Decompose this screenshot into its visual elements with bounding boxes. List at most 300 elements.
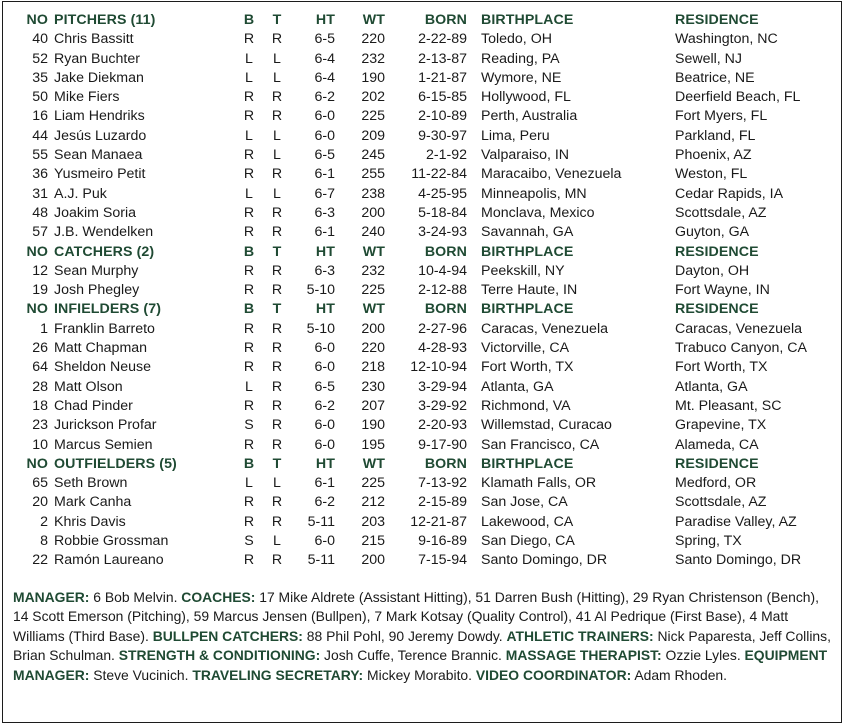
column-header-no: NO bbox=[26, 301, 48, 318]
player-born: 10-4-94 bbox=[418, 262, 467, 279]
player-t: L bbox=[273, 127, 281, 144]
player-residence: Cedar Rapids, IA bbox=[675, 185, 784, 202]
player-birthplace: Monclava, Mexico bbox=[481, 204, 595, 221]
player-residence: Grapevine, TX bbox=[675, 417, 767, 434]
staff-label: MASSAGE THERAPIST: bbox=[505, 647, 662, 664]
staff-text: Ozzie Lyles. bbox=[661, 647, 745, 664]
player-born: 12-21-87 bbox=[410, 513, 467, 530]
column-header-ht: HT bbox=[315, 455, 335, 472]
player-born: 2-15-89 bbox=[418, 494, 467, 511]
player-row bbox=[11, 185, 807, 204]
player-name: Matt Chapman bbox=[54, 340, 148, 357]
section-title: OUTFIELDERS (5) bbox=[54, 455, 177, 472]
staff-text: 17 Mike Aldrete (Assistant Hitting), 51 Darren Bush (Hitting), 29 Ryan Christenson (Bench), 14 Scott Emerson (Pitching), 59 Marcus Jensen (Bullpen), 7 Mark Kotsay (Quality Control), 41 Al Pedrique (First Base), 4 Matt Williams (Third Base). bbox=[13, 589, 819, 644]
player-wt: 200 bbox=[361, 552, 385, 569]
player-ht: 5-11 bbox=[307, 552, 335, 569]
player-wt: 190 bbox=[361, 69, 385, 86]
player-ht: 6-1 bbox=[314, 166, 335, 183]
player-row bbox=[11, 204, 807, 223]
player-birthplace: Maracaibo, Venezuela bbox=[481, 166, 622, 183]
column-header-born: BORN bbox=[424, 301, 467, 318]
player-no: 19 bbox=[32, 282, 48, 299]
player-wt: 190 bbox=[361, 417, 385, 434]
player-ht: 6-0 bbox=[314, 436, 335, 453]
staff-label: EQUIPMENT MANAGER: bbox=[13, 647, 828, 683]
player-row bbox=[11, 30, 807, 49]
player-t: R bbox=[271, 108, 283, 125]
player-name: Liam Hendriks bbox=[54, 108, 145, 125]
player-name: Ramón Laureano bbox=[54, 552, 164, 569]
staff-label: BULLPEN CATCHERS: bbox=[152, 627, 303, 644]
player-ht: 6-4 bbox=[314, 69, 335, 86]
player-no: 22 bbox=[32, 552, 48, 569]
player-birthplace: Perth, Australia bbox=[481, 108, 578, 125]
player-residence: Medford, OR bbox=[675, 475, 757, 492]
staff-label: COACHES: bbox=[181, 589, 256, 605]
staff-paragraph bbox=[13, 588, 837, 685]
player-name: Sean Murphy bbox=[54, 262, 139, 279]
player-t: L bbox=[273, 147, 281, 164]
player-row bbox=[11, 513, 807, 532]
section-title: PITCHERS (11) bbox=[54, 12, 156, 28]
player-ht: 6-5 bbox=[314, 31, 335, 48]
player-residence: Trabuco Canyon, CA bbox=[675, 340, 807, 357]
player-ht: 6-2 bbox=[314, 397, 335, 414]
player-b: L bbox=[245, 185, 253, 202]
player-birthplace: Peekskill, NY bbox=[481, 262, 565, 279]
column-header-birthplace: BIRTHPLACE bbox=[481, 301, 574, 318]
player-born: 2-1-92 bbox=[425, 147, 467, 164]
player-residence: Phoenix, AZ bbox=[675, 147, 752, 164]
player-no: 2 bbox=[40, 513, 48, 530]
player-birthplace: Atlanta, GA bbox=[481, 378, 554, 395]
player-row bbox=[11, 339, 807, 358]
player-wt: 220 bbox=[361, 31, 385, 48]
player-name: Marcus Semien bbox=[54, 436, 153, 453]
column-header-t: T bbox=[272, 301, 282, 318]
player-no: 1 bbox=[40, 320, 48, 337]
staff-text: Josh Cuffe, Terence Brannic. bbox=[320, 647, 506, 664]
player-ht: 6-0 bbox=[314, 127, 335, 144]
column-header-t: T bbox=[272, 455, 282, 472]
player-t: L bbox=[273, 185, 281, 202]
player-residence: Scottsdale, AZ bbox=[675, 494, 767, 511]
column-header-no: NO bbox=[26, 243, 48, 260]
player-no: 18 bbox=[32, 397, 48, 414]
player-born: 12-10-94 bbox=[410, 359, 467, 376]
player-name: Franklin Barreto bbox=[54, 320, 155, 337]
player-born: 2-20-93 bbox=[418, 417, 467, 434]
player-birthplace: Victorville, CA bbox=[481, 340, 570, 357]
column-header-born: BORN bbox=[424, 243, 467, 260]
player-wt: 245 bbox=[361, 147, 385, 164]
column-header-residence: RESIDENCE bbox=[675, 301, 759, 318]
player-no: 8 bbox=[40, 533, 48, 550]
player-t: R bbox=[271, 417, 283, 434]
player-ht: 6-2 bbox=[314, 89, 335, 106]
player-row bbox=[11, 262, 807, 281]
player-t: R bbox=[271, 378, 283, 395]
player-no: 23 bbox=[32, 417, 48, 434]
player-b: S bbox=[244, 533, 254, 550]
player-residence: Caracas, Venezuela bbox=[675, 320, 802, 337]
player-ht: 5-10 bbox=[306, 320, 335, 337]
player-row bbox=[11, 551, 807, 570]
player-ht: 6-0 bbox=[314, 417, 335, 434]
player-wt: 200 bbox=[361, 320, 385, 337]
player-t: R bbox=[271, 552, 283, 569]
staff-label: STRENGTH & CONDITIONING: bbox=[118, 647, 321, 664]
player-born: 4-28-93 bbox=[418, 340, 467, 357]
player-residence: Parkland, FL bbox=[675, 127, 756, 144]
player-residence: Beatrice, NE bbox=[675, 69, 755, 86]
player-birthplace: San Francisco, CA bbox=[481, 436, 600, 453]
player-b: R bbox=[243, 147, 255, 164]
section-header bbox=[11, 455, 807, 474]
player-residence: Dayton, OH bbox=[675, 262, 750, 279]
staff-label: ATHLETIC TRAINERS: bbox=[506, 627, 654, 644]
player-b: L bbox=[245, 50, 253, 67]
player-name: A.J. Puk bbox=[54, 185, 107, 202]
player-ht: 6-5 bbox=[314, 147, 335, 164]
player-t: R bbox=[271, 436, 283, 453]
player-wt: 200 bbox=[361, 204, 385, 221]
column-header-b: B bbox=[243, 243, 255, 260]
player-t: L bbox=[273, 475, 281, 492]
staff-text: Mickey Morabito. bbox=[363, 666, 476, 683]
player-ht: 6-5 bbox=[314, 378, 335, 395]
player-b: R bbox=[243, 204, 255, 221]
player-b: L bbox=[245, 378, 253, 395]
player-b: L bbox=[245, 69, 253, 86]
player-b: L bbox=[245, 475, 253, 492]
player-b: R bbox=[243, 436, 255, 453]
column-header-birthplace: BIRTHPLACE bbox=[481, 243, 574, 260]
player-name: Chad Pinder bbox=[54, 397, 133, 414]
player-ht: 6-0 bbox=[314, 359, 335, 376]
player-born: 3-29-94 bbox=[418, 378, 467, 395]
player-wt: 220 bbox=[361, 340, 385, 357]
column-header-wt: WT bbox=[362, 455, 385, 472]
staff-text: 88 Phil Pohl, 90 Jeremy Dowdy. bbox=[302, 627, 507, 644]
player-born: 6-15-85 bbox=[418, 89, 467, 106]
player-birthplace: Lakewood, CA bbox=[481, 513, 574, 530]
column-header-born: BORN bbox=[424, 455, 467, 472]
player-ht: 6-0 bbox=[314, 533, 335, 550]
player-name: Josh Phegley bbox=[54, 282, 140, 299]
player-b: R bbox=[243, 108, 255, 125]
player-b: R bbox=[243, 320, 255, 337]
section-header bbox=[11, 11, 807, 30]
player-b: S bbox=[244, 417, 254, 434]
player-ht: 6-7 bbox=[314, 185, 335, 202]
player-birthplace: Hollywood, FL bbox=[481, 89, 571, 106]
column-header-ht: HT bbox=[315, 301, 335, 318]
player-born: 9-17-90 bbox=[418, 436, 467, 453]
player-birthplace: Willemstad, Curacao bbox=[481, 417, 612, 434]
player-residence: Atlanta, GA bbox=[675, 378, 748, 395]
column-header-b: B bbox=[243, 455, 255, 472]
player-name: Matt Olson bbox=[54, 378, 123, 395]
column-header-wt: WT bbox=[362, 301, 385, 318]
player-row bbox=[11, 532, 807, 551]
player-t: R bbox=[271, 262, 283, 279]
player-birthplace: Reading, PA bbox=[481, 50, 560, 67]
player-b: R bbox=[243, 513, 255, 530]
player-row bbox=[11, 127, 807, 146]
roster-frame bbox=[2, 1, 842, 723]
column-header-b: B bbox=[243, 12, 255, 28]
player-born: 9-16-89 bbox=[418, 533, 467, 550]
player-no: 12 bbox=[32, 262, 48, 279]
column-header-born: BORN bbox=[424, 12, 467, 28]
player-birthplace: Santo Domingo, DR bbox=[481, 552, 608, 569]
player-no: 10 bbox=[32, 436, 48, 453]
player-t: R bbox=[271, 31, 283, 48]
player-no: 65 bbox=[32, 475, 48, 492]
player-birthplace: Lima, Peru bbox=[481, 127, 550, 144]
player-b: R bbox=[243, 282, 255, 299]
player-row bbox=[11, 397, 807, 416]
player-b: R bbox=[243, 340, 255, 357]
player-row bbox=[11, 436, 807, 455]
player-wt: 203 bbox=[361, 513, 385, 530]
player-born: 2-27-96 bbox=[418, 320, 467, 337]
player-ht: 6-4 bbox=[314, 50, 335, 67]
player-row bbox=[11, 416, 807, 435]
staff-text: Adam Rhoden. bbox=[631, 666, 728, 683]
player-wt: 212 bbox=[361, 494, 385, 511]
player-t: R bbox=[271, 320, 283, 337]
player-no: 28 bbox=[32, 378, 48, 395]
player-birthplace: Terre Haute, IN bbox=[481, 282, 578, 299]
player-residence: Mt. Pleasant, SC bbox=[675, 397, 782, 414]
player-ht: 6-3 bbox=[314, 262, 335, 279]
player-birthplace: Savannah, GA bbox=[481, 224, 574, 241]
player-name: Sean Manaea bbox=[54, 147, 143, 164]
player-wt: 215 bbox=[361, 533, 385, 550]
player-t: R bbox=[271, 204, 283, 221]
player-no: 48 bbox=[32, 204, 48, 221]
player-residence: Weston, FL bbox=[675, 166, 748, 183]
player-t: R bbox=[271, 224, 283, 241]
player-born: 1-21-87 bbox=[418, 69, 467, 86]
player-t: L bbox=[273, 69, 281, 86]
player-birthplace: Toledo, OH bbox=[481, 31, 552, 48]
player-wt: 225 bbox=[361, 108, 385, 125]
section-header bbox=[11, 300, 807, 319]
staff-label: VIDEO COORDINATOR: bbox=[475, 666, 632, 683]
player-ht: 5-11 bbox=[307, 513, 335, 530]
player-b: R bbox=[243, 494, 255, 511]
player-row bbox=[11, 88, 807, 107]
player-no: 36 bbox=[32, 166, 48, 183]
player-name: Joakim Soria bbox=[54, 204, 137, 221]
player-name: Khris Davis bbox=[54, 513, 126, 530]
player-b: L bbox=[245, 127, 253, 144]
player-born: 3-24-93 bbox=[418, 224, 467, 241]
player-born: 2-13-87 bbox=[418, 50, 467, 67]
section-header bbox=[11, 243, 807, 262]
column-header-t: T bbox=[272, 12, 282, 28]
player-born: 9-30-97 bbox=[418, 127, 467, 144]
player-born: 4-25-95 bbox=[418, 185, 467, 202]
player-row bbox=[11, 146, 807, 165]
column-header-birthplace: BIRTHPLACE bbox=[481, 455, 574, 472]
player-wt: 209 bbox=[361, 127, 385, 144]
player-no: 57 bbox=[32, 224, 48, 241]
player-wt: 238 bbox=[361, 185, 385, 202]
player-row bbox=[11, 358, 807, 377]
player-name: Ryan Buchter bbox=[54, 50, 140, 67]
player-residence: Alameda, CA bbox=[675, 436, 759, 453]
player-t: R bbox=[271, 513, 283, 530]
column-header-residence: RESIDENCE bbox=[675, 243, 759, 260]
player-ht: 6-0 bbox=[314, 108, 335, 125]
player-birthplace: Klamath Falls, OR bbox=[481, 475, 597, 492]
column-header-wt: WT bbox=[362, 12, 385, 28]
player-born: 3-29-92 bbox=[418, 397, 467, 414]
player-no: 50 bbox=[32, 89, 48, 106]
player-name: Jesús Luzardo bbox=[54, 127, 147, 144]
staff-text: Steve Vucinich. bbox=[89, 666, 193, 683]
player-born: 2-10-89 bbox=[418, 108, 467, 125]
player-no: 35 bbox=[32, 69, 48, 86]
player-b: R bbox=[243, 359, 255, 376]
player-birthplace: Caracas, Venezuela bbox=[481, 320, 608, 337]
staff-label: TRAVELING SECRETARY: bbox=[192, 666, 364, 683]
player-row bbox=[11, 69, 807, 88]
player-row bbox=[11, 378, 807, 397]
player-wt: 230 bbox=[361, 378, 385, 395]
player-born: 7-13-92 bbox=[418, 475, 467, 492]
column-header-ht: HT bbox=[315, 12, 335, 28]
player-no: 20 bbox=[32, 494, 48, 511]
player-birthplace: Fort Worth, TX bbox=[481, 359, 574, 376]
column-header-residence: RESIDENCE bbox=[675, 12, 759, 28]
player-name: Mike Fiers bbox=[54, 89, 120, 106]
column-header-no: NO bbox=[26, 12, 48, 28]
column-header-birthplace: BIRTHPLACE bbox=[481, 12, 574, 28]
section-title: INFIELDERS (7) bbox=[54, 301, 162, 318]
player-t: R bbox=[271, 89, 283, 106]
player-no: 52 bbox=[32, 50, 48, 67]
player-b: R bbox=[243, 262, 255, 279]
player-birthplace: Richmond, VA bbox=[481, 397, 571, 414]
player-t: R bbox=[271, 166, 283, 183]
player-wt: 240 bbox=[361, 224, 385, 241]
staff-text: Nick Paparesta, Jeff Collins, Brian Schulman. bbox=[13, 627, 831, 664]
player-name: Chris Bassitt bbox=[54, 31, 134, 48]
player-residence: Washington, NC bbox=[675, 31, 778, 48]
player-wt: 232 bbox=[361, 262, 385, 279]
player-row bbox=[11, 50, 807, 69]
player-b: R bbox=[243, 397, 255, 414]
player-b: R bbox=[243, 89, 255, 106]
player-t: R bbox=[271, 494, 283, 511]
player-birthplace: Wymore, NE bbox=[481, 69, 562, 86]
player-name: Sheldon Neuse bbox=[54, 359, 152, 376]
player-name: J.B. Wendelken bbox=[54, 224, 154, 241]
player-birthplace: San Jose, CA bbox=[481, 494, 568, 511]
column-header-no: NO bbox=[26, 455, 48, 472]
player-b: R bbox=[243, 224, 255, 241]
player-residence: Sewell, NJ bbox=[675, 50, 743, 67]
player-ht: 5-10 bbox=[306, 282, 335, 299]
player-b: R bbox=[243, 166, 255, 183]
player-no: 55 bbox=[32, 147, 48, 164]
player-t: R bbox=[271, 397, 283, 414]
roster-table bbox=[11, 11, 807, 571]
column-header-wt: WT bbox=[362, 243, 385, 260]
player-b: R bbox=[243, 31, 255, 48]
section-title: CATCHERS (2) bbox=[54, 243, 155, 260]
player-name: Mark Canha bbox=[54, 494, 132, 511]
staff-text: 6 Bob Melvin. bbox=[89, 589, 182, 605]
player-residence: Guyton, GA bbox=[675, 224, 750, 241]
player-row bbox=[11, 165, 807, 184]
column-header-residence: RESIDENCE bbox=[675, 455, 759, 472]
player-wt: 232 bbox=[361, 50, 385, 67]
player-t: L bbox=[273, 50, 281, 67]
player-name: Robbie Grossman bbox=[54, 533, 169, 550]
player-born: 5-18-84 bbox=[418, 204, 467, 221]
player-b: R bbox=[243, 552, 255, 569]
player-ht: 6-1 bbox=[314, 224, 335, 241]
player-wt: 195 bbox=[361, 436, 385, 453]
staff-label: MANAGER: bbox=[13, 589, 90, 605]
player-no: 31 bbox=[32, 185, 48, 202]
player-ht: 6-1 bbox=[314, 475, 335, 492]
player-wt: 218 bbox=[361, 359, 385, 376]
player-no: 44 bbox=[32, 127, 48, 144]
player-born: 11-22-84 bbox=[411, 166, 467, 183]
player-residence: Santo Domingo, DR bbox=[675, 552, 802, 569]
player-birthplace: Minneapolis, MN bbox=[481, 185, 587, 202]
player-residence: Deerfield Beach, FL bbox=[675, 89, 801, 106]
player-t: R bbox=[271, 282, 283, 299]
player-wt: 225 bbox=[361, 475, 385, 492]
player-residence: Spring, TX bbox=[675, 533, 742, 550]
player-residence: Fort Worth, TX bbox=[675, 359, 768, 376]
player-ht: 6-3 bbox=[314, 204, 335, 221]
player-born: 2-22-89 bbox=[418, 31, 467, 48]
player-born: 2-12-88 bbox=[418, 282, 467, 299]
player-name: Jake Diekman bbox=[54, 69, 144, 86]
player-row bbox=[11, 474, 807, 493]
player-row bbox=[11, 281, 807, 300]
player-birthplace: San Diego, CA bbox=[481, 533, 575, 550]
player-residence: Paradise Valley, AZ bbox=[675, 513, 797, 530]
player-no: 64 bbox=[32, 359, 48, 376]
player-name: Jurickson Profar bbox=[54, 417, 157, 434]
column-header-b: B bbox=[243, 301, 255, 318]
player-t: R bbox=[271, 340, 283, 357]
column-header-t: T bbox=[272, 243, 282, 260]
player-row bbox=[11, 493, 807, 512]
roster-body bbox=[11, 11, 807, 571]
player-no: 40 bbox=[32, 31, 48, 48]
player-no: 16 bbox=[32, 108, 48, 125]
player-residence: Fort Myers, FL bbox=[675, 108, 768, 125]
player-residence: Scottsdale, AZ bbox=[675, 204, 767, 221]
player-born: 7-15-94 bbox=[418, 552, 467, 569]
player-row bbox=[11, 107, 807, 126]
player-ht: 6-0 bbox=[314, 340, 335, 357]
player-wt: 255 bbox=[361, 166, 385, 183]
player-row bbox=[11, 223, 807, 242]
player-ht: 6-2 bbox=[314, 494, 335, 511]
